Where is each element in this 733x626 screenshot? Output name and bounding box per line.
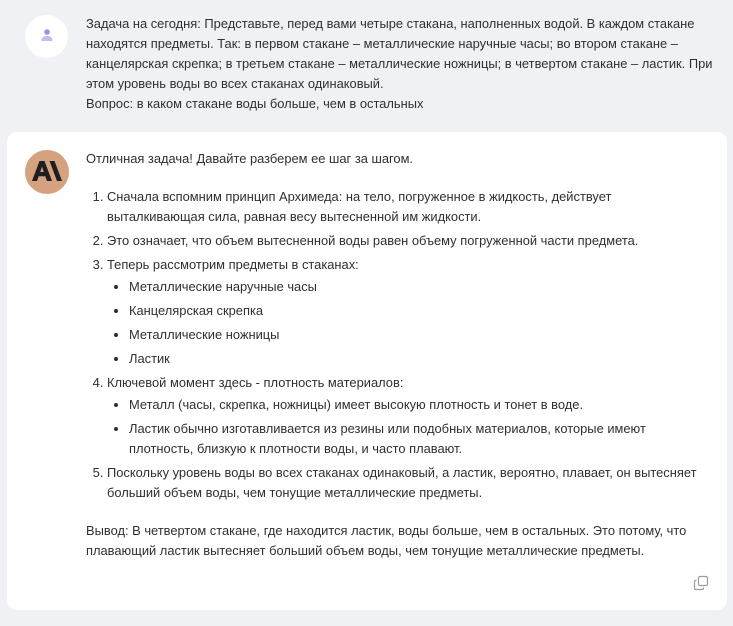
- user-message-line: Задача на сегодня: Представьте, перед вами четыре стакана, наполненных водой. В каждом стакане находятся предметы. Так: в первом стакане – металлические наручные часы; во втором стакане – канцелярская скрепка; в третьем стакане – металлические ножницы; в четвертом стакане – ластик. При этом уровень воды во всех стаканах одинаковый.: [86, 16, 713, 91]
- step-text: Поскольку уровень воды во всех стаканах одинаковый, а ластик, вероятно, плавает, он вытесняет больший объем воды, чем тонущие металлические предметы.: [107, 465, 697, 500]
- sublist-item: • Канцелярская скрепка: [129, 301, 711, 321]
- assistant-conclusion: Вывод: В четвертом стакане, где находится ластик, воды больше, чем в остальных. Это потому, что плавающий ластик вытесняет больший объем воды, чем тонущие металлические предметы.: [86, 523, 687, 558]
- step-item: [107, 231, 711, 251]
- assistant-intro: Отличная задача! Давайте разберем ее шаг за шагом.: [86, 151, 414, 166]
- sublist-item: • Ластик обычно изготавливается из резины или подобных материалов, которые имеют плотность, близкую к плотности воды, и часто плавают.: [129, 419, 711, 459]
- step-item: [107, 373, 711, 459]
- step-item: [107, 255, 711, 369]
- sublist-item: • Металлические ножницы: [129, 325, 711, 345]
- density-sublist: [107, 395, 711, 459]
- user-message-line: Вопрос: в каком стакане воды больше, чем в остальных: [86, 96, 424, 111]
- assistant-message: [7, 132, 727, 610]
- step-item: [107, 187, 711, 227]
- step-text: Теперь рассмотрим предметы в стаканах:: [107, 257, 359, 272]
- items-sublist: [107, 277, 711, 369]
- user-message: [0, 0, 733, 124]
- user-avatar: [25, 15, 68, 58]
- step-text: Сначала вспомним принцип Архимеда: на тело, погруженное в жидкость, действует выталкивающая сила, равная весу вытесненной им жидкости.: [107, 189, 612, 224]
- user-icon: [40, 28, 54, 45]
- sublist-item: • Металлические наручные часы: [129, 277, 711, 297]
- assistant-message-text: [86, 149, 711, 561]
- copy-button[interactable]: [691, 574, 711, 594]
- step-text: Это означает, что объем вытесненной воды равен объему погруженной части предмета.: [107, 233, 639, 248]
- steps-list: [86, 187, 711, 503]
- sublist-item: • Ластик: [129, 349, 711, 369]
- copy-icon: [693, 575, 709, 594]
- sublist-item: • Металл (часы, скрепка, ножницы) имеет высокую плотность и тонет в воде.: [129, 395, 711, 415]
- step-text: Ключевой момент здесь - плотность материалов:: [107, 375, 404, 390]
- anthropic-logo-icon: [31, 160, 63, 185]
- assistant-avatar: [25, 150, 69, 194]
- step-item: [107, 463, 711, 503]
- user-message-text: [86, 14, 716, 114]
